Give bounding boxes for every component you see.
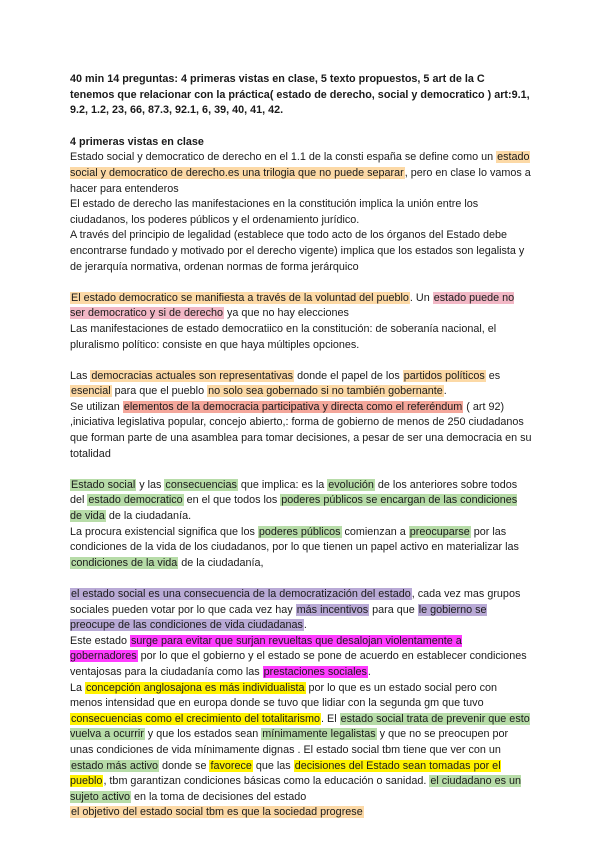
- paragraph-list: [70, 150, 532, 821]
- paragraph: [70, 478, 532, 525]
- paragraph-text: que implica: es la: [237, 478, 328, 491]
- highlighted-text-magenta: surge para evitar que surjan revueltas que desalojan violentamente a gobernadores: [70, 634, 462, 663]
- paragraph-text: de la ciudadanía.: [105, 510, 192, 523]
- paragraph-text: Este estado: [70, 634, 131, 647]
- paragraph: [70, 197, 532, 228]
- paragraph: [70, 525, 532, 572]
- paragraph-text: y las: [136, 478, 165, 491]
- paragraph-text: de los anteriores sobre todos del: [70, 478, 518, 507]
- paragraph-text: .: [443, 385, 447, 398]
- paragraph-text: .: [367, 665, 371, 678]
- highlighted-text-orange: democracias actuales son representativas: [91, 369, 294, 382]
- paragraph-text: y que no se preocupen por unas condiciones de vida mínimamente dignas . El estado social tbm tiene que ver con un: [70, 728, 509, 756]
- paragraph: [70, 681, 532, 806]
- paragraph-text: para que: [369, 603, 418, 616]
- paragraph: [70, 369, 532, 400]
- highlighted-text-yellow: decisiones del Estado sean tomadas por el pueblo: [70, 759, 501, 788]
- paragraph-text: ya que no hay elecciones: [224, 307, 349, 320]
- paragraph-text: por las condiciones de la vida de los ciudadanos, por lo que tienen un papel activo en materializar las: [70, 525, 519, 554]
- highlighted-text-orange: no solo sea gobernado si no también gobernante: [208, 385, 443, 398]
- paragraph-spacer: [70, 353, 532, 369]
- document-body: [70, 72, 532, 821]
- paragraph-spacer: [70, 462, 532, 478]
- highlighted-text-orange: estado social y democratico de derecho.es una trilogia que no puede separar: [70, 151, 530, 179]
- section-title: 4 primeras vistas en clase: [70, 135, 204, 148]
- paragraph-text: El estado de derecho las manifestaciones en la constitución implica la unión entre los ciudadanos, los poderes públicos y el ordenamiento jurídico.: [70, 198, 479, 226]
- highlighted-text-green: mínimamente legalistas: [262, 728, 376, 741]
- highlighted-text-yellow: consecuencias como el crecimiento del totalitarismo: [71, 712, 321, 725]
- highlighted-text-orange: El estado democratico se manifiesta a través de la voluntad del pueblo: [71, 291, 409, 304]
- paragraph: [70, 150, 532, 197]
- highlighted-text-green: el ciudadano es un sujeto activo: [70, 775, 521, 803]
- exam-info-heading: 40 min 14 preguntas: 4 primeras vistas en clase, 5 texto propuestos, 5 art de la C tenemos que relacionar con la práctica( estado de derecho, social y democratico ) art:9.1, 9.2, 1.2, 23, 66, 87.3, 92.1, 6, 39, 40, 41, 42.: [70, 73, 530, 117]
- highlighted-text-green: evolución: [328, 478, 374, 491]
- paragraph-text: comienzan a: [341, 525, 409, 538]
- paragraph-text: La procura existencial significa que los: [70, 525, 258, 538]
- paragraph-text: .: [303, 619, 307, 632]
- highlighted-text-green: preocuparse: [409, 525, 470, 538]
- highlighted-text-yellow: favorece: [210, 759, 252, 772]
- highlighted-text-green: condiciones de la vida: [71, 556, 178, 569]
- paragraph: [70, 587, 532, 634]
- paragraph-text: Se utilizan: [70, 400, 123, 413]
- paragraph: [70, 634, 532, 681]
- paragraph-text: Estado social y democratico de derecho en el 1.1 de la consti españa se define como un: [70, 151, 497, 164]
- paragraph-text: , cada vez mas grupos sociales pueden votar por lo que cada vez hay: [70, 588, 521, 616]
- highlighted-text-orange: el objetivo del estado social tbm es que la sociedad progrese: [71, 806, 363, 819]
- highlighted-text-green: poderes públicos se encargan de las condiciones de vida: [70, 494, 518, 523]
- highlighted-text-green: estado democratico: [88, 494, 183, 507]
- paragraph-text: ( art 92) ,iniciativa legislativa popular, concejo abierto,: forma de gobierno de menos de 250 ciudadanos que forman parte de una asamblea para tomar decisiones, a pesar de ser una democracia en su totalidad: [70, 400, 532, 460]
- paragraph: [70, 291, 532, 322]
- highlighted-text-purple: le gobierno se preocupe de las condiciones de vida ciudadanas: [70, 603, 487, 632]
- highlighted-text-green: consecuencias: [165, 478, 237, 491]
- paragraph-text: por lo que el gobierno y el estado se pone de acuerdo en establecer condiciones ventajosas para la ciudadanía como las: [70, 650, 527, 678]
- paragraph-text: en el que todos los: [183, 494, 281, 507]
- paragraph-text: Las manifestaciones de estado democratiico en la constitución: de soberanía nacional, el pluralismo político: consiste en que haya múltiples opciones.: [70, 322, 497, 351]
- paragraph-text: es: [485, 369, 501, 382]
- highlighted-text-orange: esencial: [71, 385, 111, 398]
- highlighted-text-green: poderes públicos: [258, 525, 341, 538]
- highlighted-text-green: Estado social: [71, 478, 136, 491]
- paragraph-text: de la ciudadanía,: [178, 556, 264, 569]
- paragraph: [70, 228, 532, 275]
- paragraph: [70, 805, 532, 821]
- paragraph-text: donde se: [159, 759, 210, 772]
- paragraph-text: , pero en clase lo vamos a hacer para entenderos: [70, 166, 531, 195]
- paragraph-text: , tbm garantizan condiciones básicas como la educación o sanidad.: [103, 775, 430, 788]
- paragraph-text: . El: [321, 712, 340, 725]
- highlighted-text-pink: estado puede no ser democratico y si de derecho: [70, 291, 515, 320]
- paragraph-text: donde el papel de los: [294, 369, 403, 382]
- paragraph: [70, 400, 532, 462]
- highlighted-text-green: estado más activo: [71, 759, 159, 772]
- paragraph-text: . Un: [409, 291, 433, 304]
- highlighted-text-purple: más incentivos: [296, 603, 369, 616]
- paragraph-spacer: [70, 571, 532, 587]
- paragraph-text: y que los estados sean: [144, 728, 262, 741]
- highlighted-text-green: estado social trata de prevenir que esto vuelva a ocurrir: [70, 712, 530, 741]
- highlighted-text-orange: partidos políticos: [403, 369, 485, 382]
- paragraph-text: Las: [70, 369, 91, 382]
- paragraph-text: La: [70, 681, 86, 694]
- highlighted-text-salmon: elementos de la democracia participativa y directa como el referéndum: [123, 400, 463, 413]
- highlighted-text-purple: el estado social es una consecuencia de la democratización del estado: [71, 588, 411, 600]
- paragraph-text: por lo que es un estado social pero con menos intensidad que en europa donde se tuvo que lidiar con la segunda gm que tuvo: [70, 681, 497, 710]
- paragraph-text: para que el pueblo: [111, 385, 208, 398]
- paragraph-text: en la toma de decisiones del estado: [131, 790, 307, 803]
- paragraph-spacer: [70, 275, 532, 291]
- paragraph-text: que las: [252, 759, 294, 772]
- paragraph: [70, 322, 532, 353]
- highlighted-text-yellow: concepción anglosajona es más individualista: [86, 681, 305, 694]
- paragraph-text: A través del principio de legalidad (establece que todo acto de los órganos del Estado debe encontrarse fundado y motivado por el derecho vigente) implica que los estados son legalista y de jerarquía normativa, ordenan normas de forma jerárquico: [70, 229, 525, 273]
- highlighted-text-magenta: prestaciones sociales: [263, 665, 367, 678]
